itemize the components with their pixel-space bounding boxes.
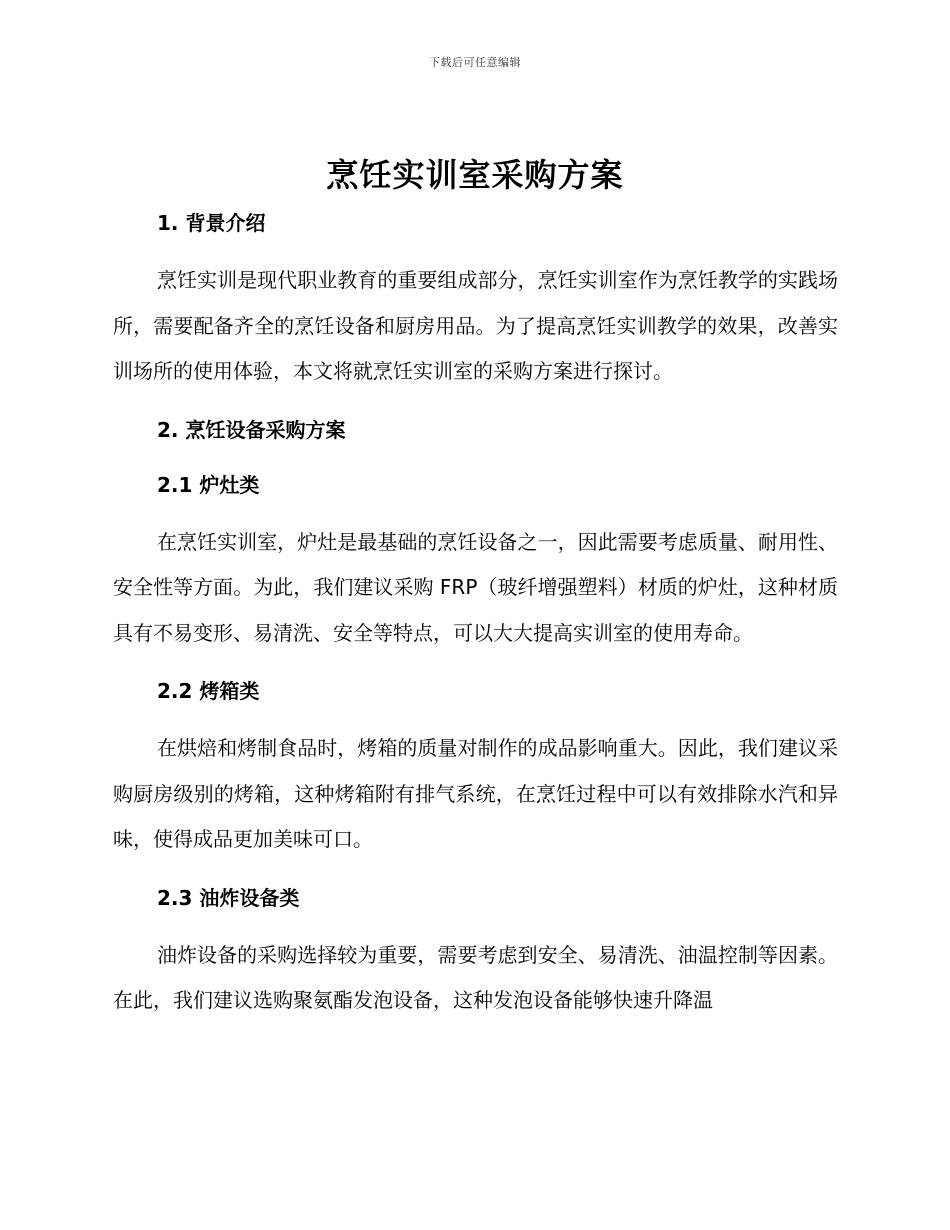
paragraph-oven: 在烘焙和烤制食品时，烤箱的质量对制作的成品影响重大。因此，我们建议采购厨房级别的烤箱，这种烤箱附有排气系统，在烹饪过程中可以有效排除水汽和异味，使得成品更加美味可口。 [113,736,838,851]
subsection-heading-fryer: 2.3 油炸设备类 [157,885,300,910]
document-body [113,203,838,1024]
subsection-heading-oven: 2.2 烤箱类 [157,679,260,703]
subsection-heading-stove: 2.1 炉灶类 [157,472,260,497]
header-note: 下载后可任意编辑 [429,56,521,69]
paragraph-fryer: 油炸设备的采购选择较为重要，需要考虑到安全、易清洗、油温控制等因素。在此，我们建议选购聚氨酯发泡设备，这种发泡设备能够快速升降温 [113,942,838,1012]
document-title: 烹饪实训室采购方案 [326,156,624,194]
section-heading-equipment: 2. 烹饪设备采购方案 [157,417,346,442]
paragraph-stove: 在烹饪实训室，炉灶是最基础的烹饪设备之一，因此需要考虑质量、耐用性、安全性等方面。为此，我们建议采购 FRP（玻纤增强塑料）材质的炉灶，这种材质具有不易变形、易清洗、安全等特点，可以大大提高实训室的使用寿命。 [113,529,838,645]
section-heading-background: 1. 背景介绍 [157,211,266,235]
paragraph-background: 烹饪实训是现代职业教育的重要组成部分，烹饪实训室作为烹饪教学的实践场所，需要配备齐全的烹饪设备和厨房用品。为了提高烹饪实训教学的效果，改善实训场所的使用体验，本文将就烹饪实训室的采购方案进行探讨。 [113,268,838,383]
